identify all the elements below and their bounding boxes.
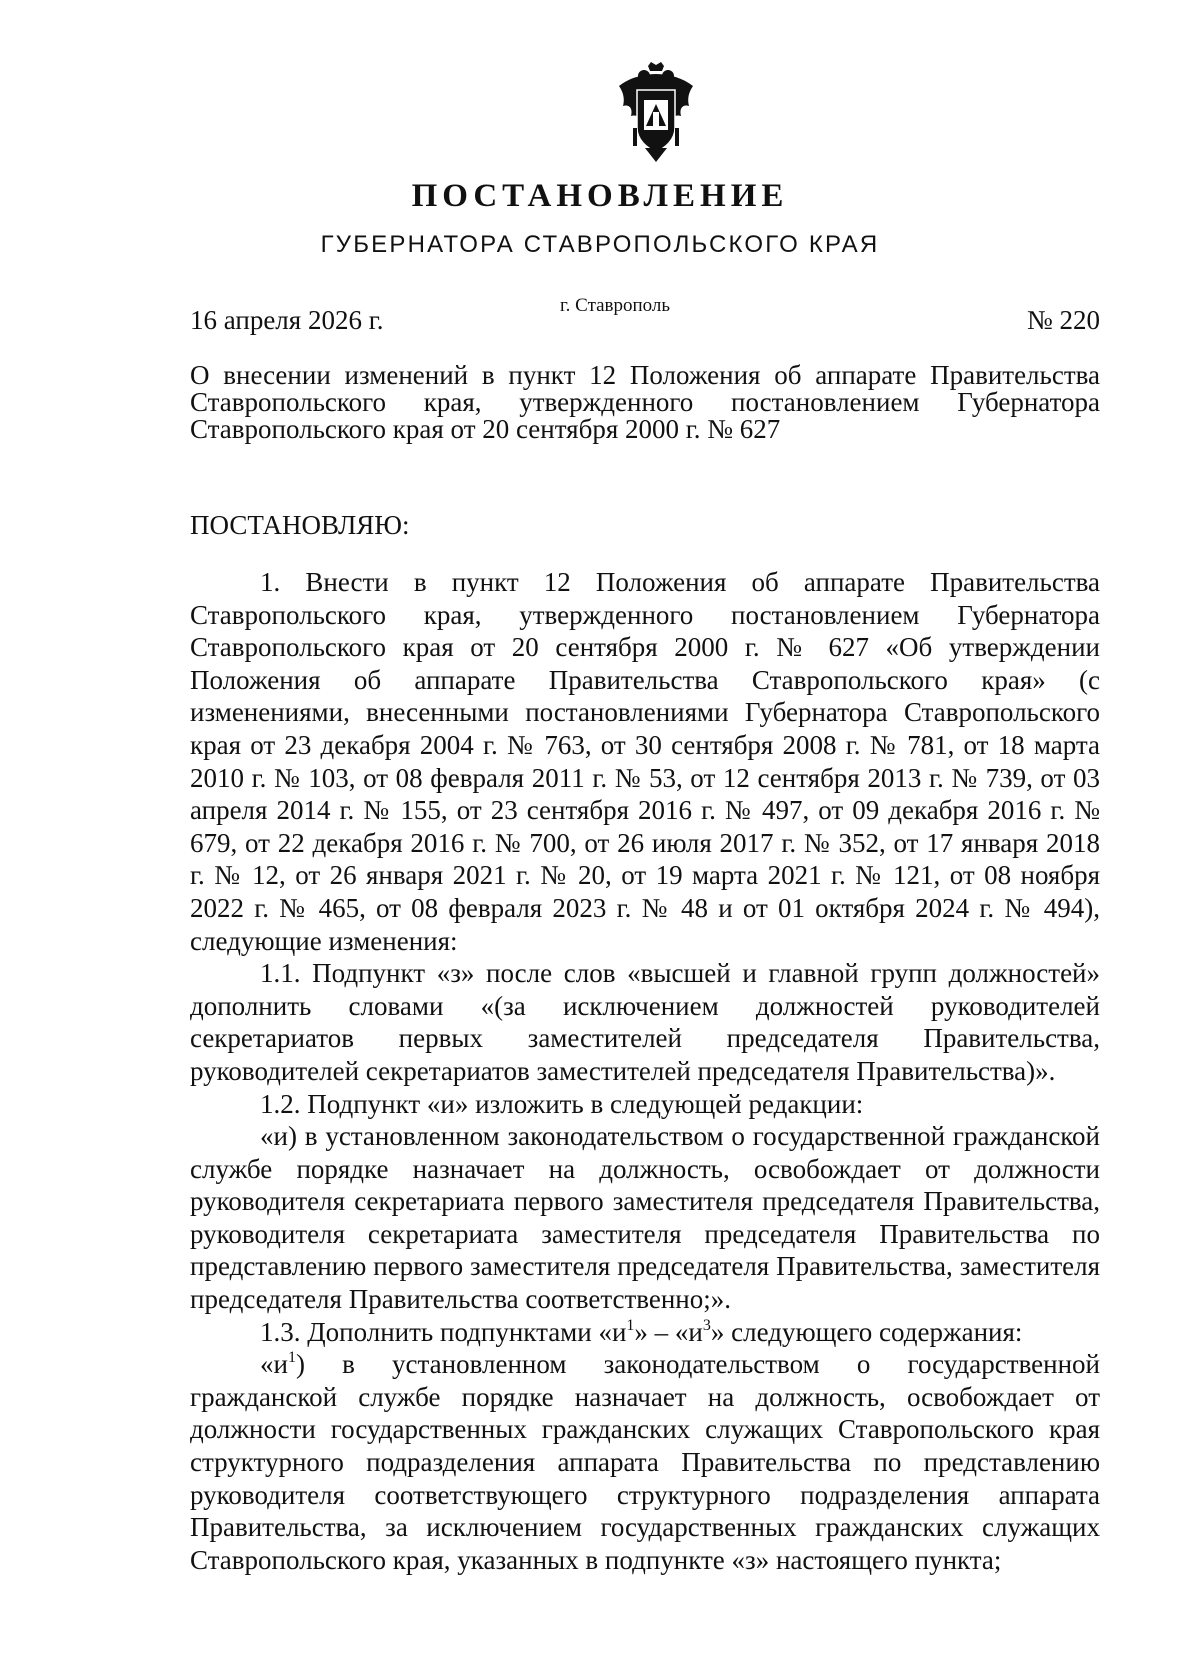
decree-word: ПОСТАНОВЛЯЮ: <box>190 510 410 540</box>
coat-of-arms-emblem <box>615 62 697 162</box>
document-heading: О внесении изменений в пункт 12 Положения об аппарате Правительства Ставропольского края, утвержденного постановлением Губернатора Ставропольского края от 20 сентября 2000 г. № 627 <box>190 360 1100 444</box>
paragraph-1: 1. Внести в пункт 12 Положения об аппарате Правительства Ставропольского края, утвержденного постановлением Губернатора Ставропольского края от 20 сентября 2000 г. № 627 «Об утверждении Положения об аппарате Правительства Ставропольского края» (с изменениями, внесенными постановлениями Губернатора Ставропольского края от 23 декабря 2004 г. № 763, от 30 сентября 2008 г. № 781, от 18 марта 2010 г. № 103, от 08 февраля 2011 г. № 53, от 12 сентября 2013 г. № 739, от 03 апреля 2014 г. № 155, от 23 сентября 2016 г. № 497, от 09 декабря 2016 г. № 679, от 22 декабря 2016 г. № 700, от 26 июля 2017 г. № 352, от 17 января 2018 г. № 12, от 26 января 2021 г. № 20, от 19 марта 2021 г. № 121, от 08 ноября 2022 г. № 465, от 08 февраля 2023 г. № 48 и от 01 октября 2024 г. № 494), следующие изменения: <box>190 567 1100 956</box>
document-title: ПОСТАНОВЛЕНИЕ <box>411 178 789 214</box>
paragraph-subitem-i: «и) в установленном законодательством о государственной гражданской службе порядке назначает на должность, освобождает от должности руководителя секретариата первого заместителя председателя Правительства, руководителя секретариата заместителя председателя Правительства по представлению первого заместителя председателя Правительства, заместителя председателя Правительства соответственно;». <box>190 1121 1100 1315</box>
document-date: 16 апреля 2026 г. <box>190 305 384 335</box>
document-body <box>190 566 1100 1576</box>
paragraph-1-2: 1.2. Подпункт «и» изложить в следующей редакции: <box>260 1088 864 1119</box>
coat-of-arms-icon <box>615 62 697 162</box>
paragraph-1-3: 1.3. Дополнить подпунктами «$и^1$» – «$и^3$» следующего содержания: <box>260 1316 1023 1347</box>
document-city: г. Ставрополь <box>560 295 671 316</box>
document-subtitle: ГУБЕРНАТОРА СТАВРОПОЛЬСКОГО КРАЯ <box>320 231 880 258</box>
document-number: № 220 <box>1026 305 1100 335</box>
paragraph-subitem-i1: «$и^1$) в установленном законодательством о государственной гражданской службе порядке назначает на должность, освобождает от должности государственных гражданских служащих Ставропольского края структурного подразделения аппарата Правительства по представлению руководителя соответствующего структурного подразделения аппарата Правительства, за исключением государственных гражданских служащих Ставропольского края, указанных в подпункте «з» настоящего пункта; <box>190 1349 1100 1575</box>
paragraph-1-1: 1.1. Подпункт «з» после слов «высшей и главной групп должностей» дополнить словами «(за исключением должностей руководителей секретариатов первых заместителей председателя Правительства, руководителей секретариатов заместителей председателя Правительства)». <box>190 958 1100 1086</box>
